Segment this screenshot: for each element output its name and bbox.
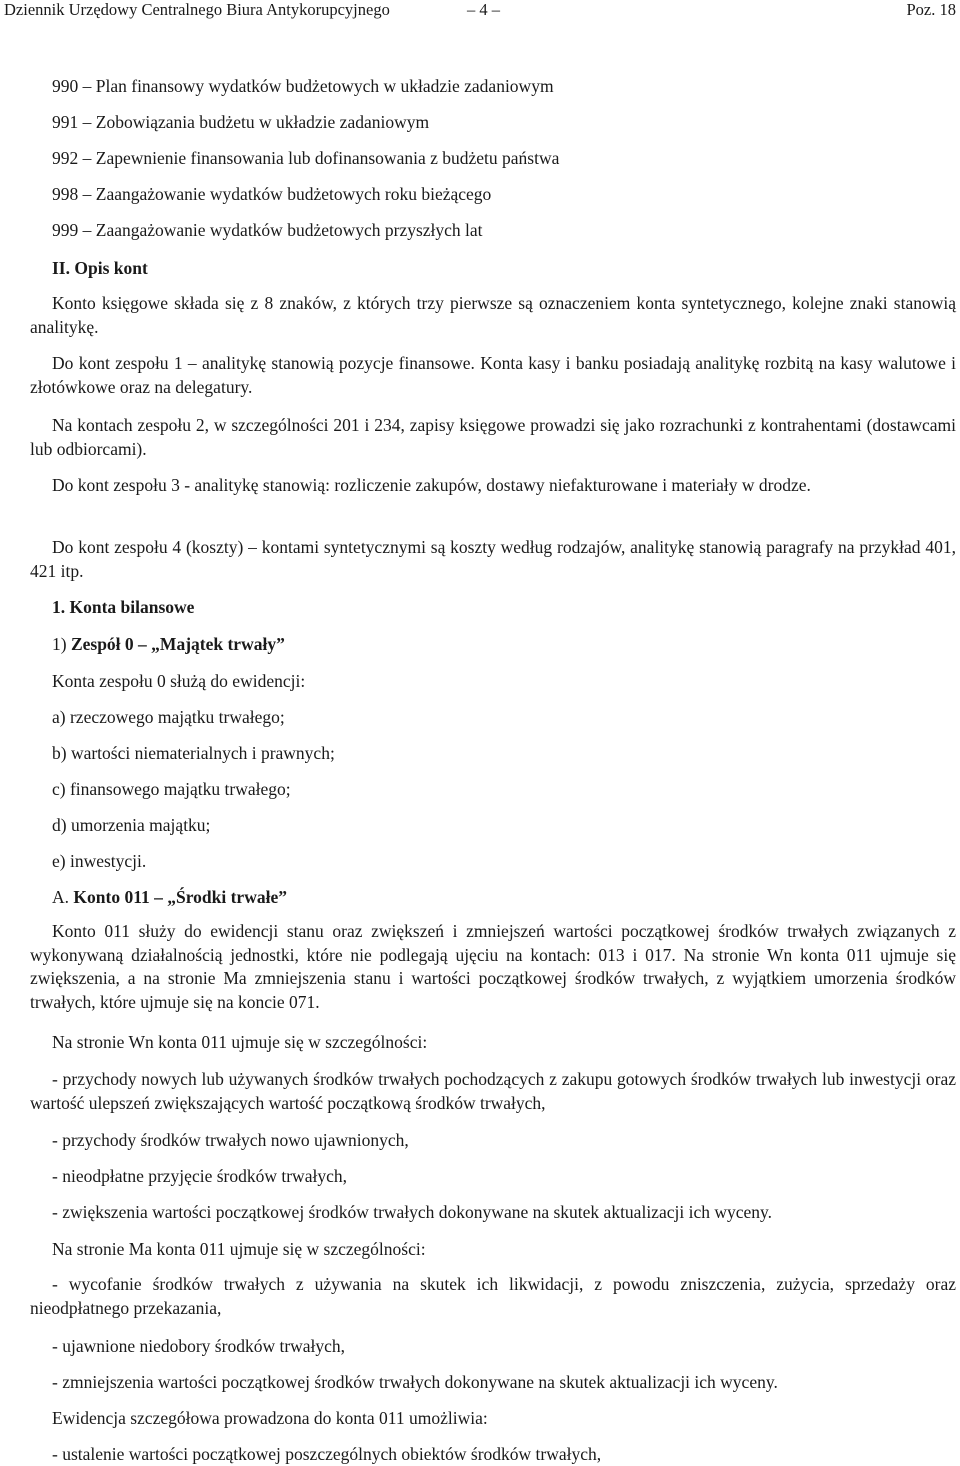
group-heading <box>0 632 960 656</box>
group-heading-title: Zespół 0 – „Majątek trwały” <box>70 634 285 654</box>
list-item: - nieodpłatne przyjęcie środków trwałych, <box>52 1166 347 1186</box>
account-heading-title: Konto 011 – „Środki trwałe” <box>73 887 287 907</box>
list-item: b) wartości niematerialnych i prawnych; <box>52 743 335 763</box>
paragraph: Na kontach zespołu 2, w szczególności 201 i 234, zapisy księgowe prowadzi się jako rozrachunki z kontrahentami (dostawcami lub odbiorcami). <box>30 415 956 459</box>
paragraph: Do kont zespołu 3 - analitykę stanowią: rozliczenie zakupów, dostawy niefakturowane i materiały w drodze. <box>52 475 811 495</box>
list-item: - przychody środków trwałych nowo ujawnionych, <box>52 1130 409 1150</box>
page-header <box>0 0 960 22</box>
list-item: - wycofanie środków trwałych z używania na skutek ich likwidacji, z powodu zniszczenia, zużycia, sprzedaży oraz nieodpłatnego przekazania, <box>30 1274 956 1318</box>
paragraph: Do kont zespołu 4 (koszty) – kontami syntetycznymi są koszty według rodzajów, analitykę stanowią paragrafy na przykład 401, 421 itp. <box>30 537 956 581</box>
group-heading-number: 1) <box>52 634 71 654</box>
position-number: Poz. 18 <box>906 0 956 19</box>
paragraph: Konto księgowe składa się z 8 znaków, z których trzy pierwsze są oznaczeniem konta syntetycznego, kolejne znaki stanowią analitykę. <box>30 293 956 337</box>
list-item: 999 – Zaangażowanie wydatków budżetowych przyszłych lat <box>52 220 483 240</box>
paragraph: Konta zespołu 0 służą do ewidencji: <box>52 671 306 691</box>
section-heading: II. Opis kont <box>52 258 148 278</box>
paragraph: Ewidencja szczegółowa prowadzona do konta 011 umożliwia: <box>52 1408 488 1428</box>
list-item: - przychody nowych lub używanych środków trwałych pochodzących z zakupu gotowych środków trwałych lub inwestycji oraz wartość ulepszeń zwiększających wartość początkową środków trwałych, <box>30 1069 956 1113</box>
list-item: 990 – Plan finansowy wydatków budżetowych w układzie zadaniowym <box>52 76 554 96</box>
list-item: 992 – Zapewnienie finansowania lub dofinansowania z budżetu państwa <box>52 148 560 168</box>
account-heading-letter: A. <box>52 887 74 907</box>
page-number: – 4 – <box>467 0 500 19</box>
list-item: - zmniejszenia wartości początkowej środków trwałych dokonywane na skutek aktualizacji ich wyceny. <box>52 1372 778 1392</box>
list-item: d) umorzenia majątku; <box>52 815 211 835</box>
list-item: - ujawnione niedobory środków trwałych, <box>52 1336 346 1356</box>
list-item: 991 – Zobowiązania budżetu w układzie zadaniowym <box>52 112 430 132</box>
list-item: a) rzeczowego majątku trwałego; <box>52 707 285 727</box>
list-item: - ustalenie wartości początkowej poszczególnych obiektów środków trwałych, <box>52 1444 602 1464</box>
list-item: c) finansowego majątku trwałego; <box>52 779 291 799</box>
account-heading <box>0 885 960 909</box>
paragraph: Na stronie Wn konta 011 ujmuje się w szczególności: <box>52 1032 428 1052</box>
paragraph: Do kont zespołu 1 – analitykę stanowią pozycje finansowe. Konta kasy i banku posiadają analitykę rozbitą na kasy walutowe i złotówkowe oraz na delegatury. <box>30 353 956 397</box>
journal-title: Dziennik Urzędowy Centralnego Biura Antykorupcyjnego <box>4 0 390 19</box>
paragraph: Na stronie Ma konta 011 ujmuje się w szczególności: <box>52 1239 426 1259</box>
list-item: e) inwestycji. <box>52 851 147 871</box>
paragraph: Konto 011 służy do ewidencji stanu oraz zwiększeń i zmniejszeń wartości początkowej środków trwałych związanych z wykonywaną działalnością jednostki, które nie podlegają ujęciu na kontach: 013 i 017. Na stronie Wn konta 011 ujmuje się zwiększenia, a na stronie Ma zmniejszenia stanu i wartości początkowej środków trwałych, z wyjątkiem umorzenia środków trwałych, które ujmuje się na koncie 071. <box>30 921 956 1012</box>
subsection-heading: 1. Konta bilansowe <box>52 597 195 617</box>
list-item: - zwiększenia wartości początkowej środków trwałych dokonywane na skutek aktualizacji ich wyceny. <box>52 1202 772 1222</box>
list-item: 998 – Zaangażowanie wydatków budżetowych roku bieżącego <box>52 184 492 204</box>
